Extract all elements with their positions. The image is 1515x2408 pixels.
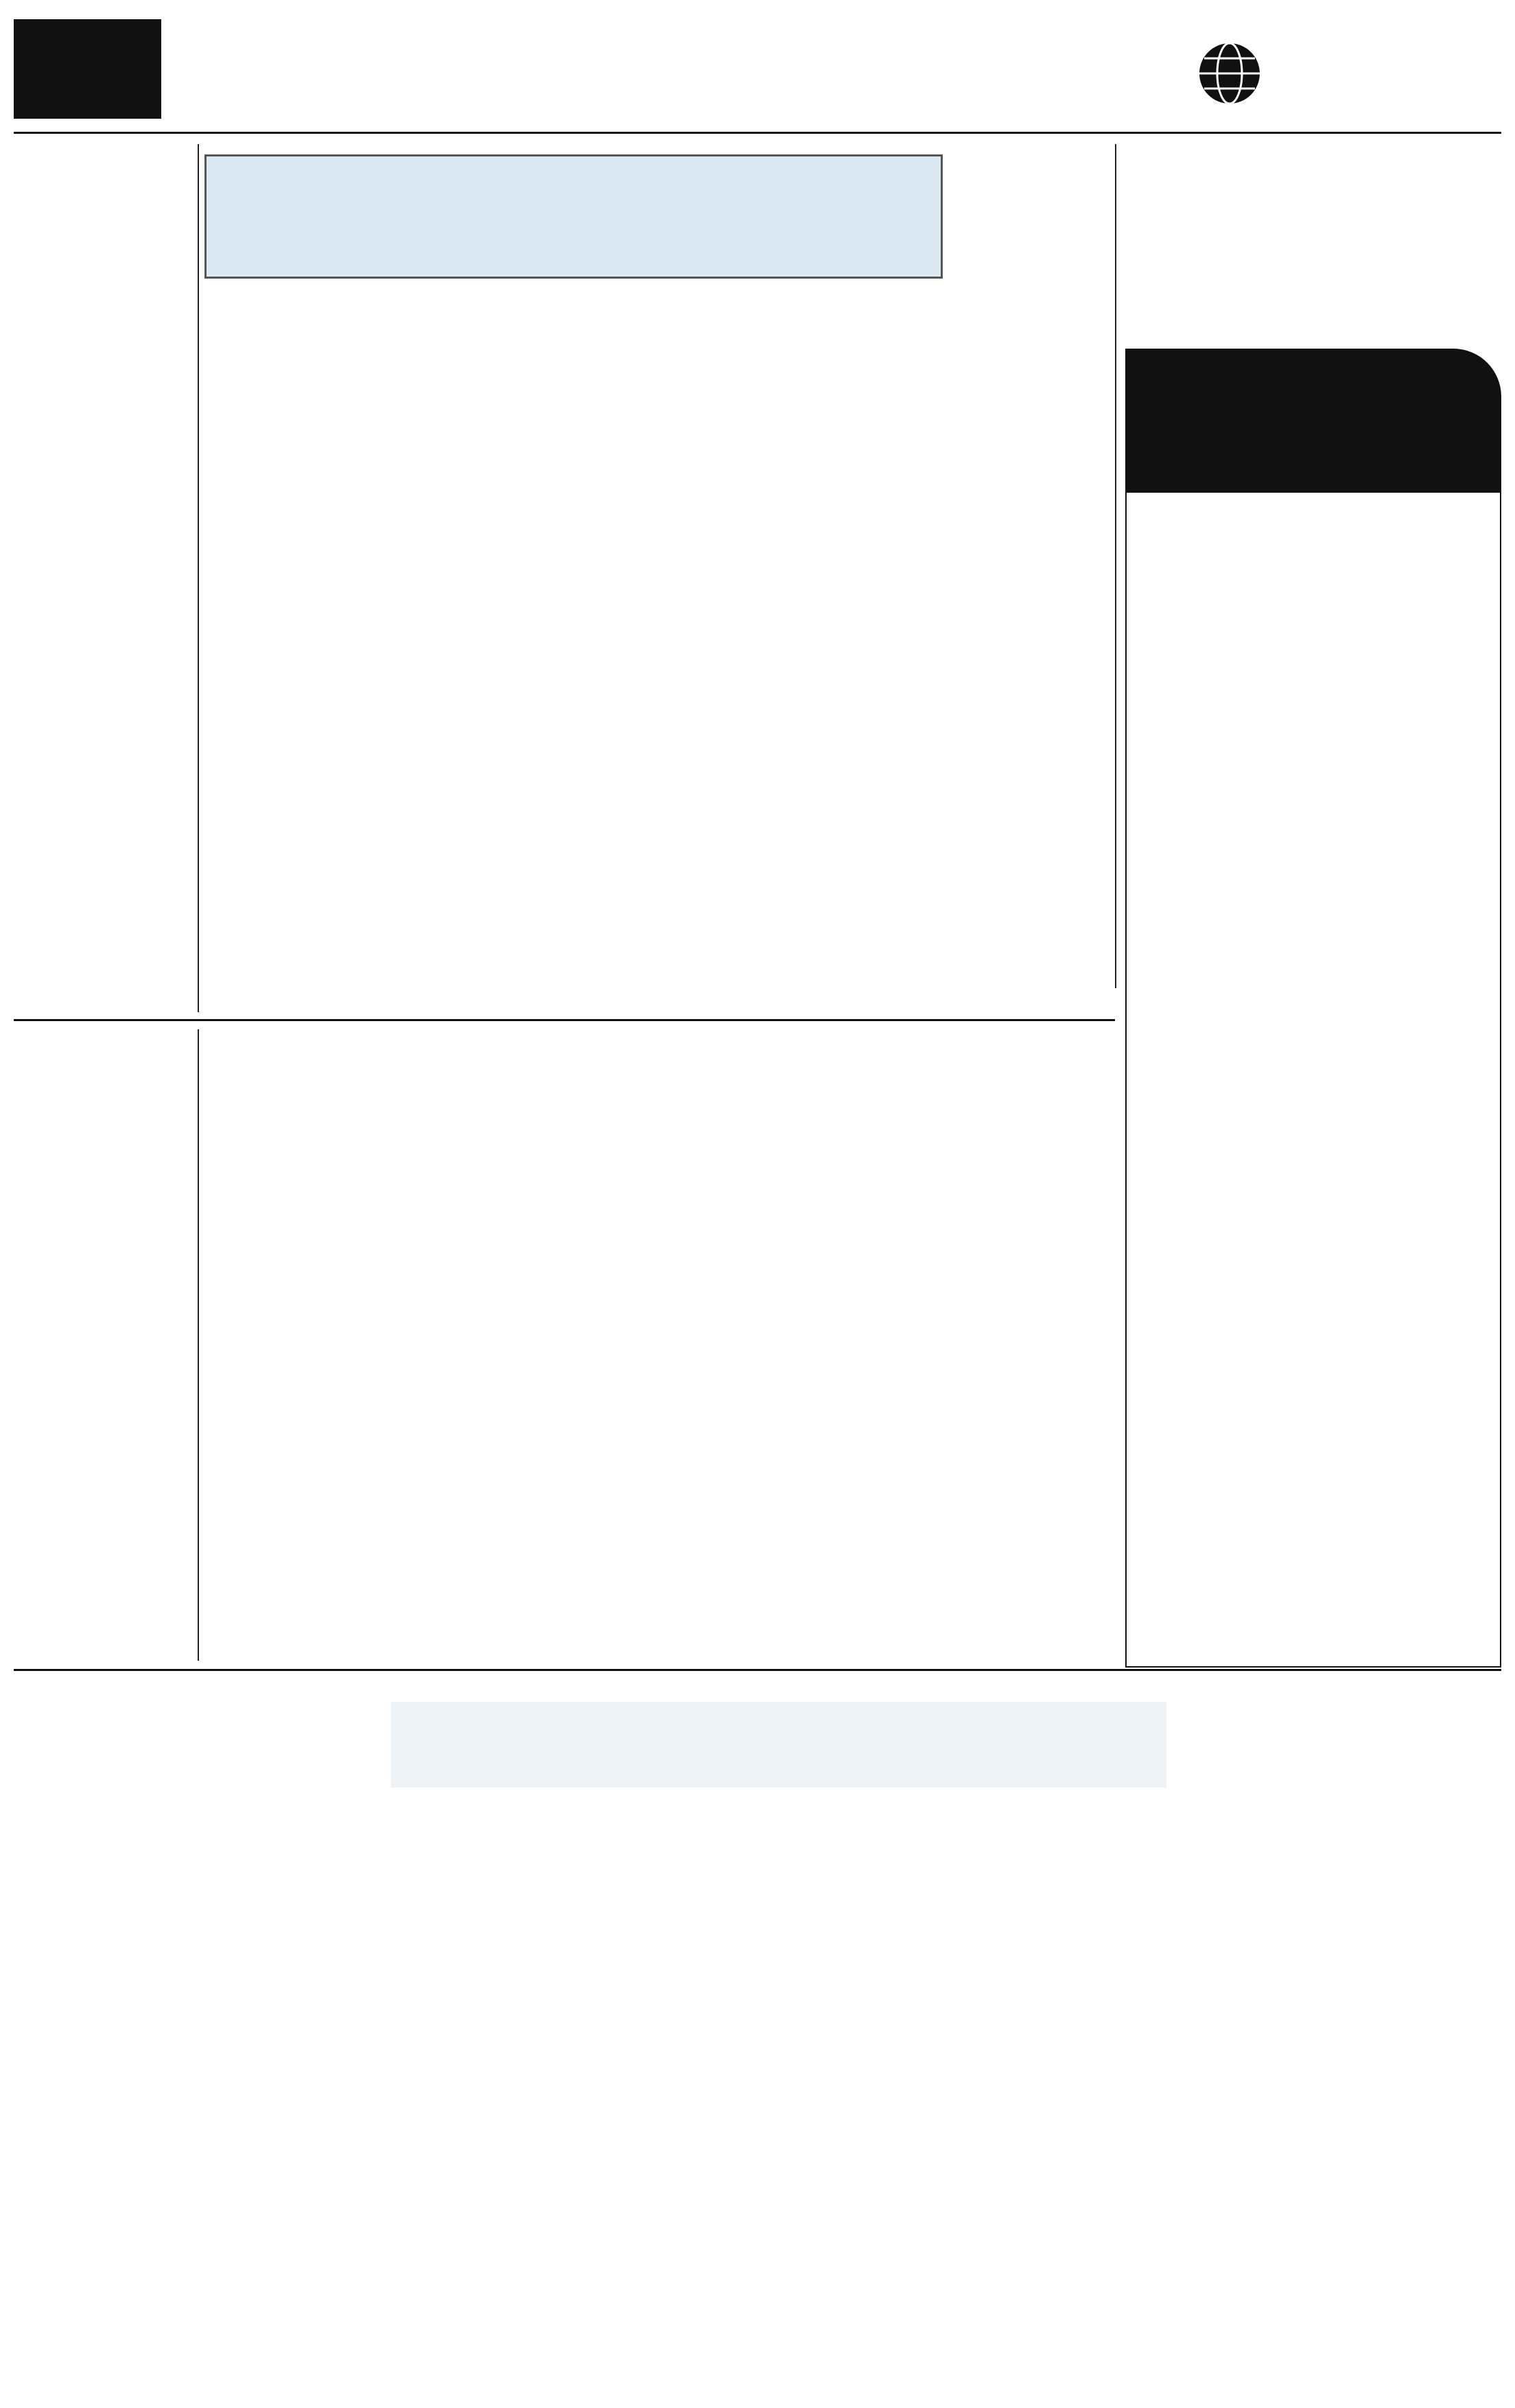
page-number [14,19,161,119]
globe-logo-icon [1197,41,1262,106]
masthead-center [669,31,916,127]
editorial-body [1139,501,1485,1661]
article2-body-right [919,1084,1108,1173]
article2-body-main [204,1177,1107,1661]
article1-title-box [204,154,943,279]
rule-section-1 [14,1019,1115,1021]
rule-editorial [1115,144,1116,988]
masthead-rule [14,132,1501,134]
newspaper-title-left [178,27,384,110]
editorial-title-box [1125,349,1501,493]
rule-section-2 [14,1669,1501,1671]
article3-title-box [391,1702,1166,1788]
article1-body-left [17,144,192,1012]
rule-a1-1 [198,144,199,1012]
article2-body-left [17,1029,192,1661]
article3-body-right [1184,1726,1499,2392]
article3-body-main [14,1801,1173,2392]
article3-body-top-left [14,1681,377,1795]
article1-body-main [204,288,1107,1012]
rule-a2-1 [198,1029,199,1661]
article1-body-right [947,206,1108,323]
